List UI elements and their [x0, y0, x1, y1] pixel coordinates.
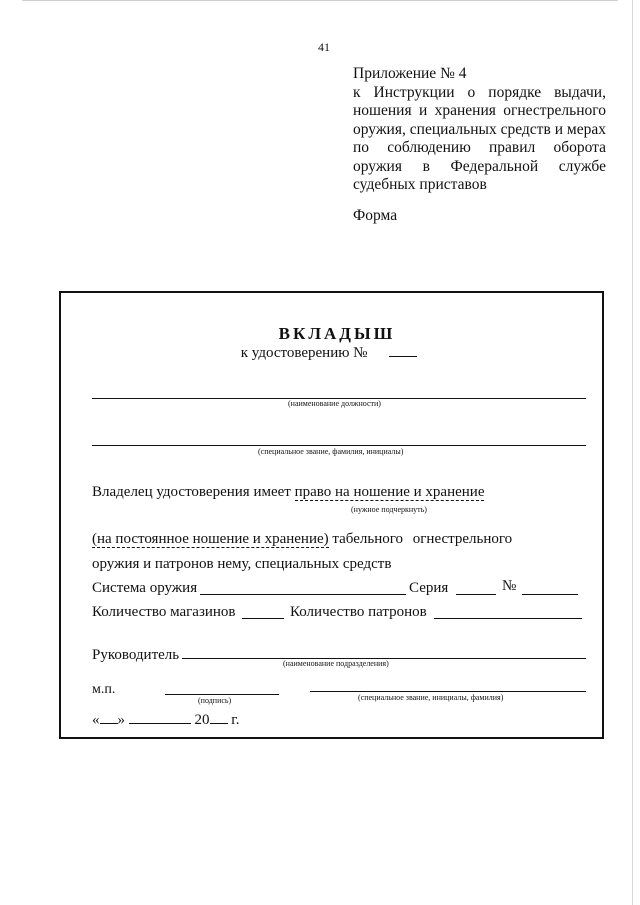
word: правил	[488, 139, 536, 156]
appendix-line-4	[353, 121, 606, 140]
unit-caption: (наименование подразделения)	[283, 659, 389, 668]
owner-prefix: Владелец удостоверения имеет	[92, 484, 291, 500]
word: специальных	[409, 120, 497, 138]
cartridges-label: Количество патронов	[290, 604, 427, 620]
weapon-system-field[interactable]	[200, 594, 406, 595]
appendix-header	[353, 65, 606, 195]
word: соблюдению	[387, 139, 471, 156]
date-suffix: г.	[231, 712, 240, 728]
weapons-line: оружия и патронов нему, специальных средств	[92, 556, 392, 572]
magazines-label: Количество магазинов	[92, 604, 236, 620]
word: оружия	[353, 157, 402, 175]
word: оборота	[553, 139, 606, 156]
rank-initials-field[interactable]	[310, 691, 586, 692]
word: и	[418, 102, 428, 119]
appendix-title: Приложение № 4	[353, 65, 467, 82]
word: по	[353, 139, 370, 156]
insert-subtitle	[0, 345, 640, 362]
word: ношения	[353, 102, 412, 119]
word: оружия,	[353, 120, 406, 138]
weapon-system-label: Система оружия	[92, 580, 198, 596]
rank-initials-caption: (специальное звание, инициалы, фамилия)	[358, 693, 504, 702]
underline-caption: (нужное подчеркнуть)	[351, 505, 427, 514]
certificate-number-field[interactable]	[389, 356, 417, 357]
appendix-line-3	[353, 102, 606, 121]
word: хранения	[434, 102, 496, 119]
insert-title	[0, 324, 640, 344]
date-close-quote: »	[117, 712, 125, 728]
word: к	[353, 83, 361, 101]
series-field[interactable]	[456, 594, 496, 595]
word: и	[554, 120, 563, 138]
word: мерах	[566, 120, 606, 138]
word: огнестрельного	[503, 102, 606, 119]
word: Инструкции	[373, 83, 455, 101]
word: о	[467, 83, 476, 101]
cartridges-field[interactable]	[434, 618, 582, 619]
word: средств	[500, 120, 551, 138]
appendix-line-5	[353, 139, 606, 158]
insert-subtitle-text: к удостоверению №	[240, 345, 368, 361]
magazines-field[interactable]	[242, 618, 284, 619]
rank-name-field[interactable]	[92, 445, 586, 446]
stamp-label: м.п.	[92, 682, 116, 697]
page-number: 41	[318, 40, 330, 54]
appendix-line-6	[353, 158, 606, 177]
alt-option-line	[92, 531, 512, 548]
scan-edge-top	[22, 0, 618, 1]
alt-option[interactable]: (на постоянное ношение и хранение)	[92, 531, 329, 547]
word: порядке	[488, 83, 542, 101]
signature-caption: (подпись)	[198, 696, 232, 705]
insert-title-text: ВКЛАДЫШ	[278, 324, 396, 343]
appendix-line-7: судебных приставов	[353, 176, 487, 193]
rank-name-caption: (специальное звание, фамилия, инициалы)	[258, 447, 404, 456]
date-month-field[interactable]	[129, 723, 191, 724]
date-open-quote: «	[92, 712, 100, 728]
date-line	[92, 712, 239, 729]
word: в	[422, 157, 430, 175]
series-label: Серия	[409, 580, 449, 596]
word: службе	[558, 157, 606, 175]
appendix-line-2	[353, 84, 606, 103]
number-field[interactable]	[522, 594, 578, 595]
signature-field[interactable]	[165, 694, 279, 695]
date-year-field[interactable]	[210, 723, 228, 724]
owner-options[interactable]: право на ношение и хранение	[294, 484, 485, 500]
head-label: Руководитель	[92, 647, 180, 663]
word: Федеральной	[450, 157, 539, 175]
date-year-prefix: 20	[194, 712, 210, 728]
number-sign-label: №	[502, 578, 517, 594]
owner-line	[92, 484, 484, 501]
alt-suffix: табельного огнестрельного	[332, 531, 513, 547]
word: выдачи,	[554, 83, 606, 101]
form-label: Форма	[353, 207, 398, 224]
position-caption: (наименование должности)	[288, 399, 381, 408]
scan-edge-right	[632, 0, 633, 905]
date-day-field[interactable]	[100, 723, 118, 724]
